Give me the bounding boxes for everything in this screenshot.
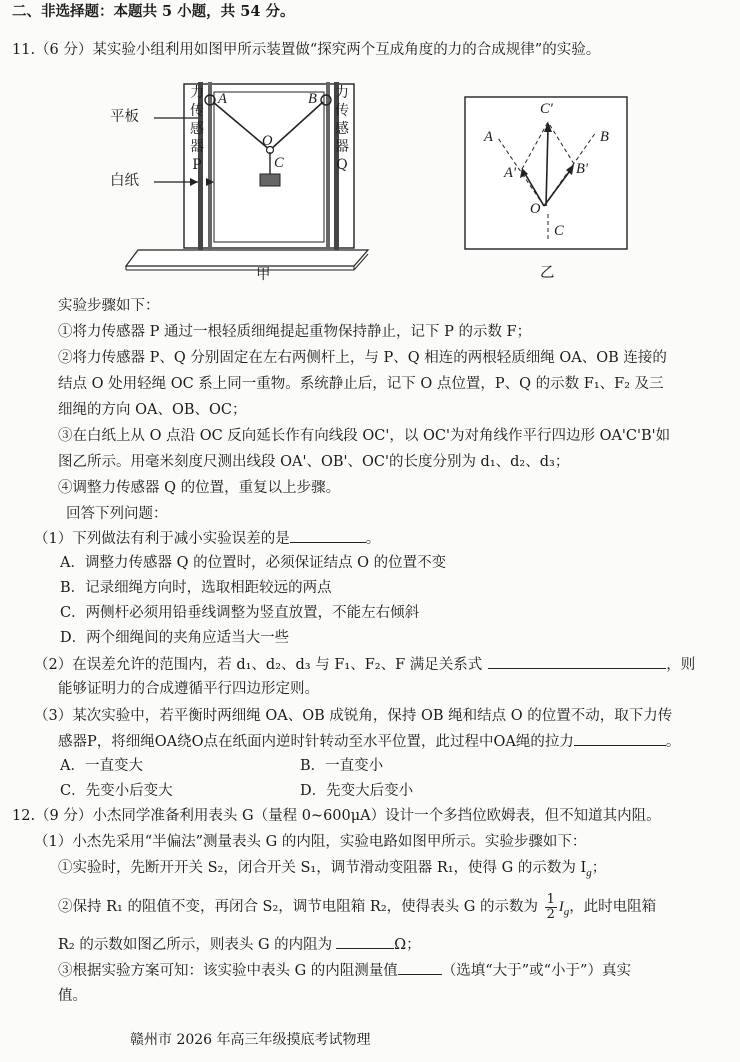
q12-step-3-line-2: 值。 xyxy=(58,988,87,1004)
point-a: A xyxy=(218,91,227,107)
step-1: ①将力传感器 P 通过一根轻质细绳提起重物保持静止，记下 P 的示数 F； xyxy=(58,324,532,340)
step-2-line-2: 结点 O 处用轻绳 OC 系上同一重物。系统静止后，记下 O 点位置，P、Q 的示数 F₁、F₂ 及三 xyxy=(58,376,664,392)
point-o: O xyxy=(262,133,273,149)
point-a-prime: A' xyxy=(504,165,516,181)
caption-yi: 乙 xyxy=(540,265,555,281)
q12-step-1: ①实验时，先断开开关 S₂，闭合开关 S₁，调节滑动变阻器 R₁，使得 G 的示数为 $I_g$； xyxy=(58,860,607,879)
point-o-yi: O xyxy=(530,201,541,217)
q12-part-1: （1）小杰先采用“半偏法”测量表头 G 的内阻，实验电路如图甲所示。实验步骤如下： xyxy=(34,834,587,850)
q11-3-option-a: A．一直变大 xyxy=(60,758,143,774)
q11-part-3: （3）某次实验中，若平衡时两细绳 OA、OB 成锐角，保持 OB 绳和结点 O 的位置不动，取下力传 xyxy=(34,708,673,724)
q11-part-1: （1）下列做法有利于减小实验误差的是 。 xyxy=(34,528,380,549)
answer-blank-2[interactable] xyxy=(488,654,666,669)
step-2-line-1: ②将力传感器 P、Q 分别固定在左右两侧杆上，与 P、Q 相连的两根轻质细绳 OA、OB 连接的 xyxy=(58,350,667,366)
footer: 赣州市 2026 年高三年级摸底考试物理 xyxy=(130,1032,371,1048)
point-b-prime: B' xyxy=(576,161,588,177)
point-c-prime: C' xyxy=(540,101,553,117)
answer-blank-3[interactable] xyxy=(574,731,666,746)
q12-step-2-line-2: R₂ 的示数如图乙所示，则表头 G 的内阻为 Ω； xyxy=(58,934,421,955)
step-3-line-2: 图乙所示。用毫米刻度尺测出线段 OA'、OB'、OC'的长度分别为 d₁、d₂、d₃； xyxy=(58,454,570,470)
q11-option-b: B．记录细绳方向时，选取相距较远的两点 xyxy=(60,580,332,596)
answer-prompt: 回答下列问题： xyxy=(66,506,168,522)
label-paper: 白纸 xyxy=(110,173,139,189)
q11-part-2-line-2: 能够证明力的合成遵循平行四边形定则。 xyxy=(58,681,319,697)
parallelogram-diagram xyxy=(462,94,632,282)
apparatus-diagram xyxy=(110,78,400,288)
steps-title: 实验步骤如下： xyxy=(58,298,160,314)
q11-3-option-b: B．一直变小 xyxy=(300,758,384,774)
q11-option-c: C．两侧杆必须用铅垂线调整为竖直放置，不能左右倾斜 xyxy=(60,605,420,621)
q11-3-option-d: D．先变大后变小 xyxy=(300,783,414,799)
caption-jia: 甲 xyxy=(256,267,271,283)
answer-blank-5[interactable] xyxy=(398,960,442,975)
point-c: C xyxy=(274,155,284,171)
point-a-yi: A xyxy=(484,129,493,145)
point-c-yi: C xyxy=(554,223,564,239)
fraction-one-half: $\frac{1}{2}$ xyxy=(546,891,555,922)
point-b: B xyxy=(308,91,317,107)
q12-intro: 12.（9 分）小杰同学准备利用表头 G（量程 0~600μA）设计一个多挡位欧姆表，但不知道其内阻。 xyxy=(12,808,661,824)
section-header: 二、非选择题：本题共 5 小题，共 54 分。 xyxy=(12,3,295,20)
label-board: 平板 xyxy=(110,109,139,125)
figure-jia xyxy=(110,78,400,288)
q11-option-a: A．调整力传感器 Q 的位置时，必须保证结点 O 的位置不变 xyxy=(60,555,447,571)
q12-step-2: ②保持 R₁ 的阻值不变，再闭合 S₂，调节电阻箱 R₂，使得表头 G 的示数为 $\frac{1}{2}$ $I_g$，此时电阻箱 xyxy=(58,891,657,922)
q11-intro: 11.（6 分）某实验小组利用如图甲所示装置做“探究两个互成角度的力的合成规律”的实验。 xyxy=(12,42,601,58)
q12-step-3: ③根据实验方案可知：该实验中表头 G 的内阻测量值 （选填“大于”或“小于”）真实 xyxy=(58,960,631,981)
step-4: ④调整力传感器 Q 的位置，重复以上步骤。 xyxy=(58,480,341,496)
q11-option-d: D．两个细绳间的夹角应适当大一些 xyxy=(60,630,290,646)
point-b-yi: B xyxy=(600,129,609,145)
q11-part-2: （2）在误差允许的范围内，若 d₁、d₂、d₃ 与 F₁、F₂、F 满足关系式 ，则 xyxy=(34,654,695,675)
sensor-p-label: 力 传 感 器 P xyxy=(190,85,204,173)
q11-3-option-c: C．先变小后变大 xyxy=(60,783,173,799)
step-3-line-1: ③在白纸上从 O 点沿 OC 反向延长作有向线段 OC'，以 OC'为对角线作平行四边形 OA'C'B'如 xyxy=(58,428,671,444)
answer-blank-4[interactable] xyxy=(336,934,394,949)
q11-part-3-line-2: 感器P，将细绳OA绕O点在纸面内逆时针转动至水平位置，此过程中OA绳的拉力 。 xyxy=(58,731,680,752)
figure-yi xyxy=(462,94,632,282)
answer-blank-1[interactable] xyxy=(290,528,366,543)
step-2-line-3: 细绳的方向 OA、OB、OC； xyxy=(58,402,247,418)
sensor-q-label: 力 传 感 器 Q xyxy=(335,85,349,173)
